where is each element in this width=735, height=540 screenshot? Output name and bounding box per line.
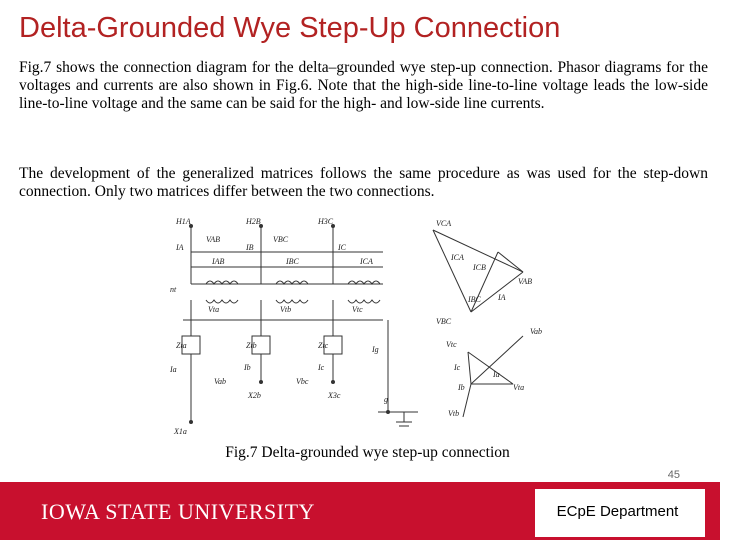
label-h2b: H2B — [246, 217, 261, 226]
label-vbc-low: Vbc — [296, 377, 309, 386]
connection-diagram — [168, 212, 542, 437]
label-vab-high: VAB — [206, 235, 221, 244]
department-label: ECpE Department — [556, 503, 679, 520]
department-box — [535, 489, 705, 537]
phasor-vtc: Vtc — [446, 340, 457, 349]
page-number: 45 — [667, 469, 680, 481]
phasor-icb: ICB — [473, 263, 486, 272]
paragraph-intro: Fig.7 shows the connection diagram for the delta–grounded wye step-up connection. Phasor diagrams for the voltages and currents are also shown in Fig.6. Note that the high-side line-to-line voltage leads the low-side line-to-line voltage and the same can be said for the high- and low-side line currents. — [19, 59, 708, 112]
label-nt: nt — [170, 285, 177, 294]
label-vtc: Vtc — [352, 305, 363, 314]
label-ib-low: Ib — [244, 363, 251, 372]
phasor-ia: IA — [498, 293, 506, 302]
label-ica: ICA — [360, 257, 373, 266]
label-ibc: IBC — [286, 257, 299, 266]
label-vtb: Vtb — [280, 305, 292, 314]
phasor-ibc: IBC — [468, 295, 481, 304]
phasor-vab: VAB — [518, 277, 533, 286]
label-x1a: X1a — [174, 427, 187, 436]
phasor-vta: Vta — [513, 383, 525, 392]
label-zta: Zta — [176, 341, 187, 350]
phasor-vtb: Vtb — [448, 409, 460, 418]
label-h3c: H3C — [318, 217, 334, 226]
label-ztc: Ztc — [318, 341, 329, 350]
label-ic-high: IC — [338, 243, 346, 252]
label-ztb: Ztb — [246, 341, 257, 350]
label-vbc-high: VBC — [273, 235, 289, 244]
university-wordmark: IOWA STATE UNIVERSITY — [41, 499, 315, 524]
phasor-vca: VCA — [436, 219, 452, 228]
label-ground: g — [384, 395, 388, 404]
slide-title: Delta-Grounded Wye Step-Up Connection — [19, 12, 561, 44]
phasor-ic: Ic — [454, 363, 461, 372]
label-vab-low: Vab — [214, 377, 226, 386]
label-vta: Vta — [208, 305, 220, 314]
label-h1a: H1A — [176, 217, 191, 226]
label-x2b: X2b — [248, 391, 261, 400]
label-ia-high: IA — [176, 243, 184, 252]
phasor-vab-low: Vab — [530, 327, 542, 336]
phasor-ib: Ib — [458, 383, 465, 392]
label-x3c: X3c — [328, 391, 341, 400]
figure-caption: Fig.7 Delta-grounded wye step-up connection — [225, 444, 510, 461]
label-ib-high: IB — [246, 243, 254, 252]
label-iab: IAB — [212, 257, 225, 266]
phasor-vbc: VBC — [436, 317, 452, 326]
label-ic-low: Ic — [318, 363, 325, 372]
footer-bar — [0, 482, 720, 540]
paragraph-matrices: The development of the generalized matrices follows the same procedure as was used for the step-down connection. Only two matrices differ between the two connections. — [19, 165, 708, 200]
label-ia-low: Ia — [170, 365, 177, 374]
phasor-ica: ICA — [451, 253, 464, 262]
phasor-ia-low: Ia — [493, 370, 500, 379]
label-ig: Ig — [372, 345, 379, 354]
